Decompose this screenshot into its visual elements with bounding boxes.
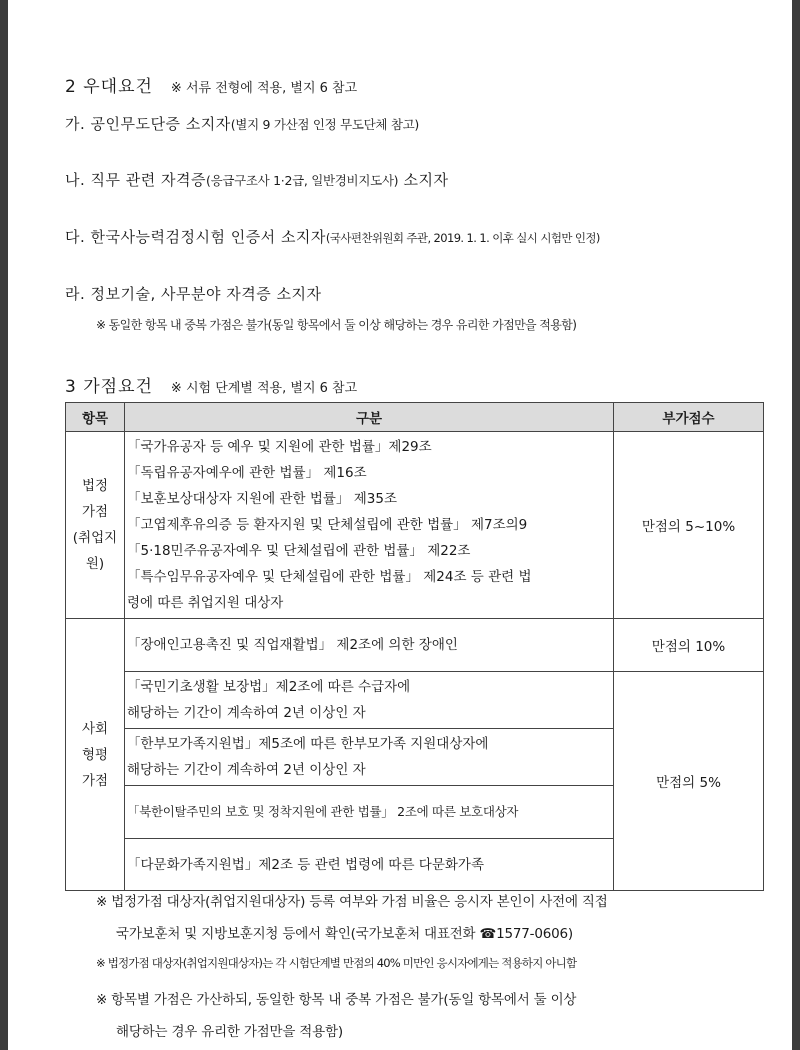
- preferential-item-ga: 가. 공인무도단증 소지자(별지 9 가산점 인정 무도단체 참고): [65, 115, 419, 133]
- legal-law-line: 「독립유공자예우에 관한 법률」 제16조: [127, 465, 367, 481]
- legal-law-line: 「국가유공자 등 예우 및 지원에 관한 법률」제29조: [127, 439, 432, 455]
- header-category: 구분: [125, 403, 614, 432]
- social-category-cell: 사회 형평 가점: [66, 619, 125, 891]
- social-disabled-cell: 「장애인고용촉진 및 직업재활법」 제2조에 의한 장애인: [125, 619, 614, 672]
- preferential-item-ra: 라. 정보기술, 사무분야 자격증 소지자: [65, 285, 322, 303]
- social-row-north-korean-defector: 「북한이탈주민의 보호 및 정착지원에 관한 법률」 2조에 따른 보호대상자: [125, 786, 614, 839]
- legal-law-line: 령에 따른 취업지원 대상자: [127, 595, 284, 611]
- social-disabled-score-cell: 만점의 10%: [614, 619, 764, 672]
- bonus-footnote-2: ※ 법정가점 대상자(취업지원대상자)는 각 시험단계별 만점의 40% 미만인 응시자에게는 적용하지 아니함: [96, 956, 577, 970]
- preferential-footnote: ※ 동일한 항목 내 중복 가점은 불가(동일 항목에서 둘 이상 해당하는 경우 유리한 가점만을 적용함): [96, 318, 577, 332]
- preferential-item-na: 나. 직무 관련 자격증(응급구조사 1·2급, 일반경비지도사) 소지자: [65, 171, 449, 189]
- section-3-heading: 3 가점요건 ※ 시험 단계별 적용, 별지 6 참고: [65, 377, 358, 397]
- social-row-multicultural: 「다문화가족지원법」제2조 등 관련 법령에 따른 다문화가족: [125, 839, 614, 891]
- social-row-single-parent: 「한부모가족지원법」제5조에 따른 한부모가족 지원대상자에 해당하는 기간이 계속하여 2년 이상인 자: [125, 729, 614, 786]
- legal-law-line: 「5·18민주유공자예우 및 단체설립에 관한 법률」 제22조: [127, 543, 471, 559]
- section-2-heading: 2 우대요건 ※ 서류 전형에 적용, 별지 6 참고: [65, 77, 358, 97]
- header-item: 항목: [66, 403, 125, 432]
- legal-laws-cell: [125, 432, 614, 619]
- social-score-cell: 만점의 5%: [614, 672, 764, 891]
- section-2-note: ※ 서류 전형에 적용, 별지 6 참고: [170, 81, 358, 96]
- header-score: 부가점수: [614, 403, 764, 432]
- bonus-footnote-3: ※ 항목별 가점은 가산하되, 동일한 항목 내 중복 가점은 불가(동일 항목에서 둘 이상 해당하는 경우 유리한 가점만을 적용함): [96, 992, 577, 1040]
- social-row-basic-livelihood: 「국민기초생활 보장법」제2조에 따른 수급자에 해당하는 기간이 계속하여 2년 이상인 자: [125, 672, 614, 729]
- document-page: [8, 0, 792, 1050]
- bonus-points-table: [65, 402, 764, 891]
- legal-category-cell: 법정 가점 (취업지 원): [66, 432, 125, 619]
- legal-score-cell: 만점의 5~10%: [614, 432, 764, 619]
- preferential-item-da: 다. 한국사능력검정시험 인증서 소지자(국사편찬위원회 주관, 2019. 1. 1. 이후 실시 시험만 인정): [65, 228, 600, 246]
- legal-law-line: 「특수임무유공자예우 및 단체설립에 관한 법률」 제24조 등 관련 법: [127, 569, 532, 585]
- section-3-note: ※ 시험 단계별 적용, 별지 6 참고: [170, 381, 358, 396]
- legal-law-line: 「보훈보상대상자 지원에 관한 법률」 제35조: [127, 491, 397, 507]
- bonus-footnote-1: ※ 법정가점 대상자(취업지원대상자) 등록 여부와 가점 비율은 응시자 본인이 사전에 직접 국가보훈처 및 지방보훈지청 등에서 확인(국가보훈처 대표전화 ☎1577-0606): [96, 894, 608, 942]
- legal-law-line: 「고엽제후유의증 등 환자지원 및 단체설립에 관한 법률」 제7조의9: [127, 517, 528, 533]
